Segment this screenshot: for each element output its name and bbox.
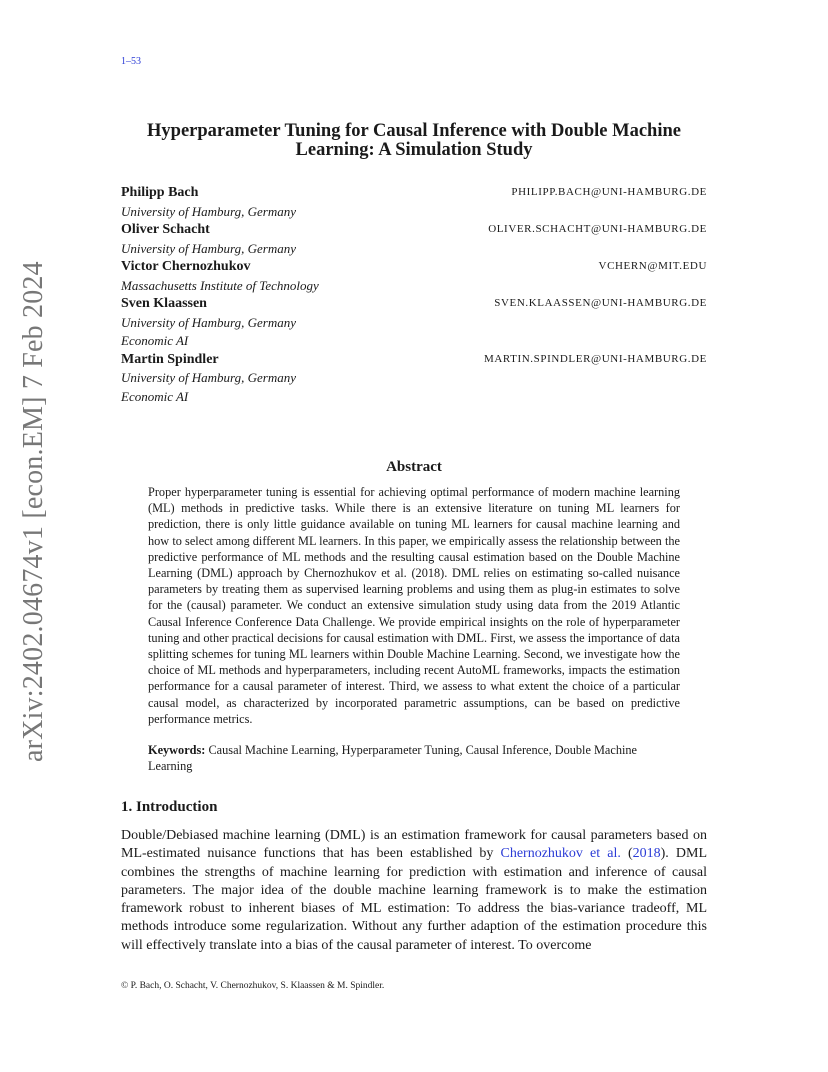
author-affiliation: University of Hamburg, Germany [121, 203, 296, 219]
intro-text-before: Double/Debiased machine learning (DML) is an estimation framework for causal parameters based on ML-estimated nuisance functions that has been established by [121, 828, 707, 862]
citation-link-year[interactable]: 2018 [632, 846, 661, 862]
author-affiliation-secondary: Economic AI [121, 333, 189, 348]
author-affiliation-secondary: Economic AI [121, 388, 189, 404]
footer-copyright: © P. Bach, O. Schacht, V. Chernozhukov, S. Klaassen & M. Spindler. [121, 981, 385, 991]
author-affiliation: University of Hamburg, Germany [121, 240, 296, 256]
author-name: Martin Spindler [121, 351, 219, 367]
keywords-list: Causal Machine Learning, Hyperparameter Tuning, Causal Inference, Double Machine Learning [148, 743, 638, 774]
citation-link-author[interactable]: Chernozhukov et al. [500, 846, 621, 862]
author-name: Victor Chernozhukov [121, 259, 251, 274]
abstract-text: Proper hyperparameter tuning is essential for achieving optimal performance of modern machine learning (ML) methods in predictive tasks. While there is an extensive literature on tuning ML learners for prediction, there is only little guidance available on tuning ML learners for causal machine learning and how to select among different ML learners. In this paper, we empirically assess the relationship between the predictive performance of ML methods and the resulting causal estimation based on the Double Machine Learning (DML) approach by Chernozhukov et al. (2018). DML relies on estimating so-called nuisance parameters by treating them as supervised learning problems and using them as plug-in estimates to solve for the (causal) parameter. We conduct an extensive simulation study using data from the 2019 Atlantic Causal Inference Conference Data Challenge. We provide empirical insights on the role of hyperparameter tuning and other practical decisions for causal estimation with DML. First, we assess the importance of data splitting schemes for tuning ML learners within Double Machine Learning. Second, we investigate how the choice of ML methods and hyperparameters, including recent AutoML frameworks, impacts the estimation performance for a causal parameter of interest. Third, we assess to what extent the choice of a particular causal model, as characterized by incorporated parametric assumptions, can be based on predictive performance metrics. [148, 485, 680, 726]
arxiv-stamp: arXiv:2402.04674v1 [econ.EM] 7 Feb 2024 [18, 261, 49, 762]
keywords [148, 742, 680, 774]
author-email: OLIVER.SCHACHT@UNI-HAMBURG.DE [488, 223, 707, 235]
abstract-heading: Abstract [386, 459, 442, 475]
author-email: PHILIPP.BACH@UNI-HAMBURG.DE [511, 186, 707, 198]
author-name: Oliver Schacht [121, 222, 210, 237]
section-heading-introduction: 1. Introduction [121, 799, 218, 815]
author-entry [121, 184, 707, 221]
page-range: 1–53 [121, 56, 141, 67]
cite-paren-open: ( [620, 846, 633, 862]
author-entry [121, 258, 707, 295]
author-name: Sven Klaassen [121, 296, 207, 311]
author-name: Philipp Bach [121, 185, 199, 200]
intro-text-after: DML combines the strengths of machine learning for prediction with estimation and inference of causal parameters. The major idea of the double machine learning framework is to make the estimation framework robust to inherent biases of ML estimation: To address the bias-variance tradeoff, ML methods introduce some regularization. Without any further adaption of the estimation procedure this will effectively translate into a bias of the causal parameter of interest. To overcome [121, 846, 707, 953]
introduction-paragraph [121, 827, 707, 955]
author-entry [121, 295, 707, 351]
author-affiliation: University of Hamburg, Germany [121, 370, 296, 385]
author-entry [121, 221, 707, 258]
author-affiliation: Massachusetts Institute of Technology [121, 277, 319, 293]
cite-paren-close: ). [660, 846, 669, 862]
author-affiliation: University of Hamburg, Germany [121, 314, 296, 330]
author-block [121, 184, 707, 406]
keywords-label: Keywords: [148, 743, 206, 757]
author-email: VCHERN@MIT.EDU [598, 260, 707, 272]
paper-title: Hyperparameter Tuning for Causal Inference with Double Machine Learning: A Simulation Study [147, 121, 681, 160]
author-email: MARTIN.SPINDLER@UNI-HAMBURG.DE [483, 352, 707, 365]
author-email: SVEN.KLAASSEN@UNI-HAMBURG.DE [494, 297, 707, 309]
author-entry [121, 351, 707, 407]
